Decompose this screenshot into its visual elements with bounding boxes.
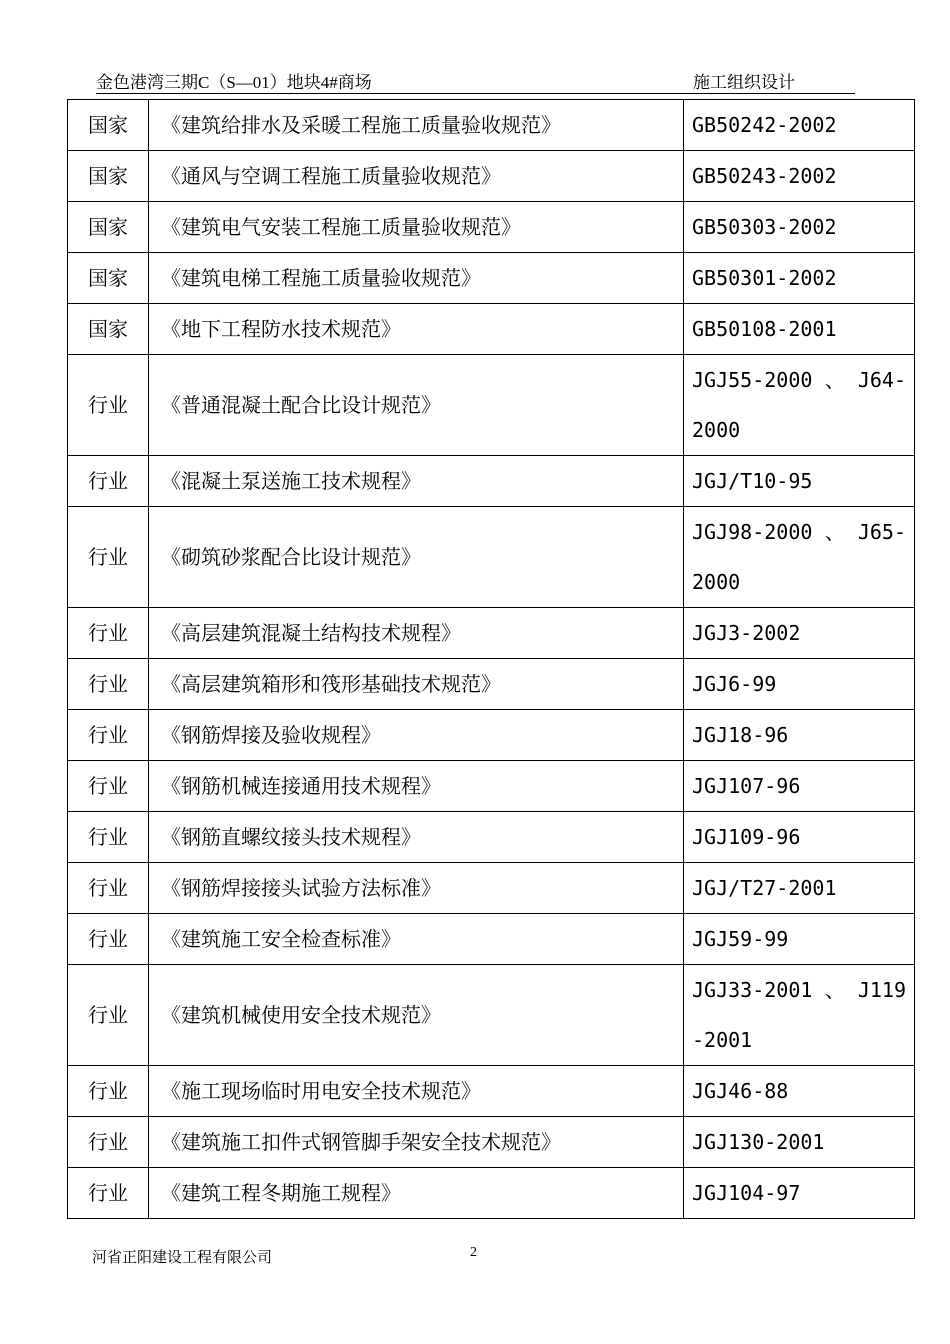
standard-code-cell: GB50108-2001 (684, 304, 915, 355)
standard-level-cell: 行业 (68, 1168, 149, 1219)
standard-code-cell: JGJ130-2001 (684, 1117, 915, 1168)
standard-level-cell: 行业 (68, 1117, 149, 1168)
standard-level-cell: 行业 (68, 608, 149, 659)
standard-level-cell: 国家 (68, 304, 149, 355)
standard-level-cell: 行业 (68, 812, 149, 863)
table-row (68, 507, 915, 608)
standard-level-cell: 行业 (68, 659, 149, 710)
standard-name-cell: 《钢筋焊接接头试验方法标准》 (149, 863, 684, 914)
table-row (68, 608, 915, 659)
footer-company: 河省正阳建设工程有限公司 (92, 1248, 273, 1266)
standard-code-cell: JGJ55-2000 、 J64-2000 (684, 355, 915, 456)
standard-name-cell: 《建筑电梯工程施工质量验收规范》 (149, 253, 684, 304)
standard-code-cell: JGJ109-96 (684, 812, 915, 863)
standard-name-cell: 《高层建筑箱形和筏形基础技术规范》 (149, 659, 684, 710)
standard-name-cell: 《砌筑砂浆配合比设计规范》 (149, 507, 684, 608)
standard-name-cell: 《建筑机械使用安全技术规范》 (149, 965, 684, 1066)
standard-level-cell: 行业 (68, 507, 149, 608)
table-row (68, 151, 915, 202)
table-row (68, 1168, 915, 1219)
table-row (68, 253, 915, 304)
standard-name-cell: 《钢筋机械连接通用技术规程》 (149, 761, 684, 812)
standard-name-cell: 《通风与空调工程施工质量验收规范》 (149, 151, 684, 202)
table-row (68, 304, 915, 355)
standard-code-cell: JGJ18-96 (684, 710, 915, 761)
standard-level-cell: 行业 (68, 965, 149, 1066)
table-row (68, 863, 915, 914)
standard-code-cell: JGJ98-2000 、 J65-2000 (684, 507, 915, 608)
standard-level-cell: 行业 (68, 761, 149, 812)
standard-code-cell: GB50301-2002 (684, 253, 915, 304)
standard-code-cell: JGJ59-99 (684, 914, 915, 965)
table-row (68, 1066, 915, 1117)
standard-level-cell: 行业 (68, 914, 149, 965)
standard-name-cell: 《混凝土泵送施工技术规程》 (149, 456, 684, 507)
standard-name-cell: 《钢筋焊接及验收规程》 (149, 710, 684, 761)
standard-name-cell: 《普通混凝土配合比设计规范》 (149, 355, 684, 456)
standard-level-cell: 国家 (68, 202, 149, 253)
standard-level-cell: 行业 (68, 456, 149, 507)
standard-code-cell: GB50303-2002 (684, 202, 915, 253)
table-row (68, 659, 915, 710)
table-row (68, 202, 915, 253)
table-row (68, 100, 915, 151)
standard-level-cell: 国家 (68, 253, 149, 304)
standard-code-cell: GB50242-2002 (684, 100, 915, 151)
standard-name-cell: 《建筑给排水及采暖工程施工质量验收规范》 (149, 100, 684, 151)
standard-code-cell: JGJ46-88 (684, 1066, 915, 1117)
standards-table (67, 99, 915, 1219)
standard-level-cell: 行业 (68, 1066, 149, 1117)
standard-name-cell: 《地下工程防水技术规范》 (149, 304, 684, 355)
table-row (68, 965, 915, 1066)
standard-code-cell: JGJ6-99 (684, 659, 915, 710)
standard-code-cell: JGJ3-2002 (684, 608, 915, 659)
standard-name-cell: 《建筑施工扣件式钢管脚手架安全技术规范》 (149, 1117, 684, 1168)
table-row (68, 914, 915, 965)
standard-code-cell: JGJ/T27-2001 (684, 863, 915, 914)
standard-level-cell: 行业 (68, 863, 149, 914)
table-row (68, 812, 915, 863)
standard-name-cell: 《建筑电气安装工程施工质量验收规范》 (149, 202, 684, 253)
standard-level-cell: 国家 (68, 100, 149, 151)
table-row (68, 710, 915, 761)
header-rule (96, 93, 855, 94)
table-row (68, 1117, 915, 1168)
standard-code-cell: JGJ33-2001 、 J119-2001 (684, 965, 915, 1066)
standards-table-body (68, 100, 915, 1219)
standard-name-cell: 《建筑施工安全检查标准》 (149, 914, 684, 965)
standard-name-cell: 《施工现场临时用电安全技术规范》 (149, 1066, 684, 1117)
table-row (68, 456, 915, 507)
standard-level-cell: 行业 (68, 710, 149, 761)
standard-name-cell: 《建筑工程冬期施工规程》 (149, 1168, 684, 1219)
standard-level-cell: 国家 (68, 151, 149, 202)
header-project-title: 金色港湾三期C（S—01）地块4#商场 (96, 73, 372, 92)
standard-name-cell: 《钢筋直螺纹接头技术规程》 (149, 812, 684, 863)
table-row (68, 761, 915, 812)
standard-code-cell: JGJ/T10-95 (684, 456, 915, 507)
standard-code-cell: GB50243-2002 (684, 151, 915, 202)
page-number: 2 (470, 1245, 477, 1260)
standard-level-cell: 行业 (68, 355, 149, 456)
standard-code-cell: JGJ104-97 (684, 1168, 915, 1219)
header-document-type: 施工组织设计 (693, 73, 795, 93)
table-row (68, 355, 915, 456)
standard-name-cell: 《高层建筑混凝土结构技术规程》 (149, 608, 684, 659)
standard-code-cell: JGJ107-96 (684, 761, 915, 812)
